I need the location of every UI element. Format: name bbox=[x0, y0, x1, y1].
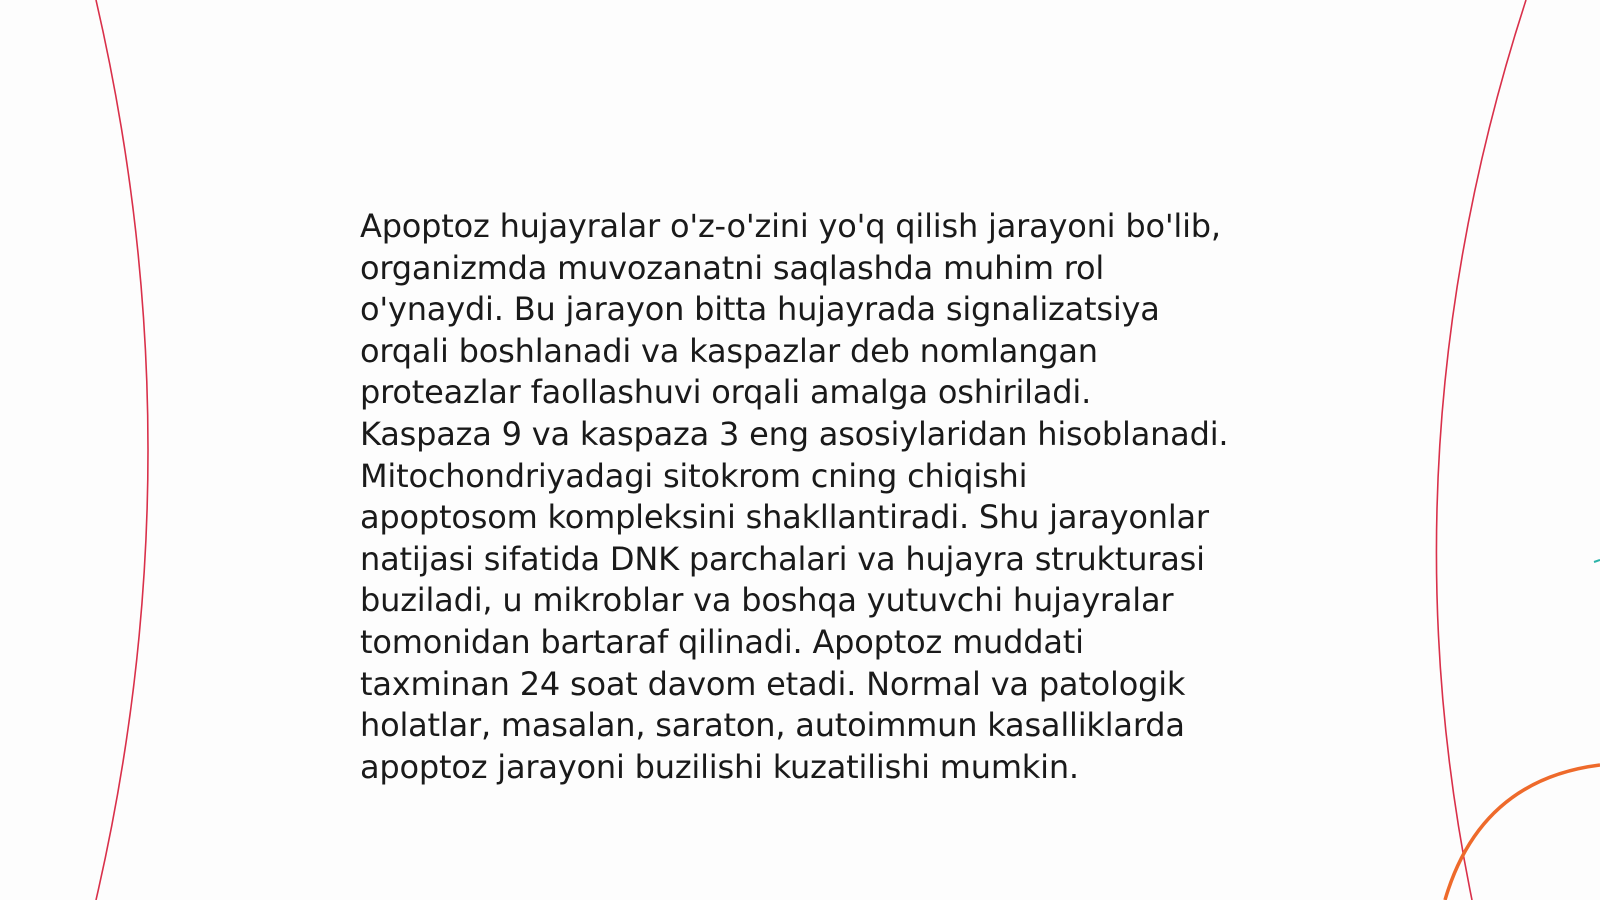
paragraph-line: o'ynaydi. Bu jarayon bitta hujayrada signalizatsiya bbox=[360, 290, 1160, 329]
paragraph-line: Kaspaza 9 va kaspaza 3 eng asosiylaridan hisoblanadi. bbox=[360, 414, 1229, 453]
paragraph-line: Apoptoz hujayralar o'z-o'zini yo'q qilish jarayoni bo'lib, bbox=[360, 207, 1221, 245]
paragraph-line: Mitochondriyadagi sitokrom cning chiqishi bbox=[360, 456, 1028, 495]
paragraph-line: organizmda muvozanatni saqlashda muhim rol bbox=[360, 248, 1105, 287]
paragraph-line: orqali boshlanadi va kaspazlar deb nomlangan bbox=[360, 331, 1098, 370]
paragraph-line: tomonidan bartaraf qilinadi. Apoptoz muddati bbox=[360, 622, 1084, 661]
paragraph-line: holatlar, masalan, saraton, autoimmun kasalliklarda bbox=[360, 706, 1185, 745]
right-red-arc bbox=[1436, 0, 1526, 900]
paragraph-line: natijasi sifatida DNK parchalari va hujayra strukturasi bbox=[360, 539, 1205, 578]
paragraph-line: apoptosom kompleksini shakllantiradi. Shu jarayonlar bbox=[360, 498, 1209, 537]
paragraph-line: buziladi, u mikroblar va boshqa yutuvchi hujayralar bbox=[360, 581, 1174, 620]
paragraph-line: apoptoz jarayoni buzilishi kuzatilishi mumkin. bbox=[360, 747, 1079, 786]
body-paragraph bbox=[360, 206, 1260, 788]
right-edge-teal-mark bbox=[1594, 560, 1600, 562]
paragraph-line: proteazlar faollashuvi orqali amalga oshiriladi. bbox=[360, 373, 1092, 412]
left-red-arc bbox=[96, 0, 148, 900]
paragraph-line: taxminan 24 soat davom etadi. Normal va patologik bbox=[360, 664, 1186, 703]
